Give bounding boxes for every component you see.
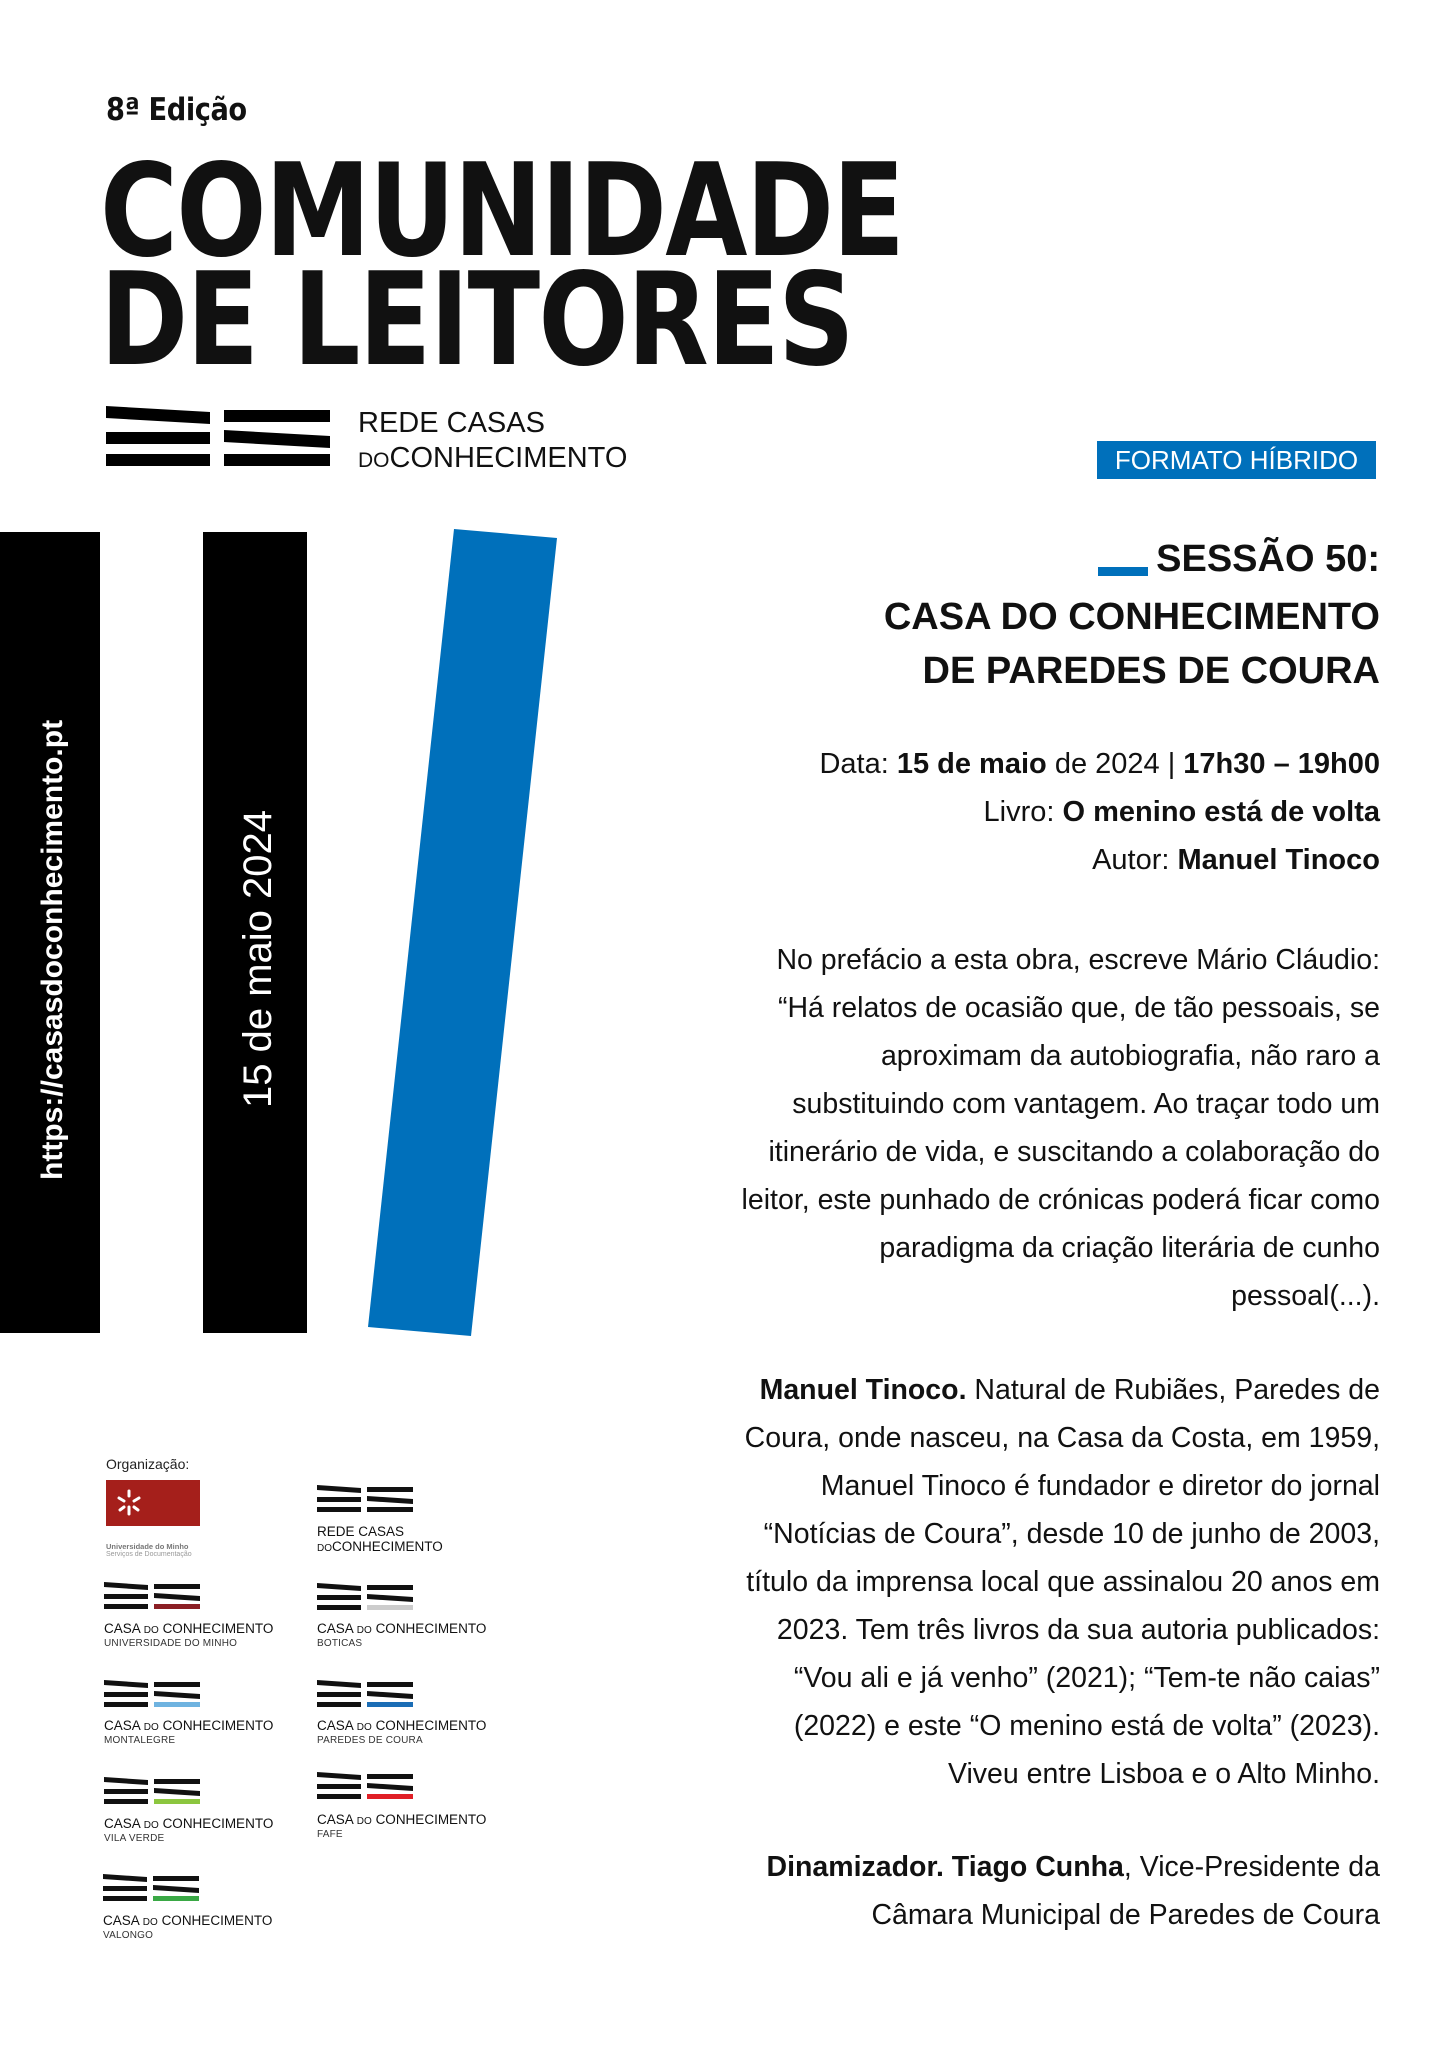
website-url-link[interactable]: https://casasdoconhecimento.pt — [36, 719, 69, 1180]
casa-montalegre-location: MONTALEGRE — [104, 1735, 176, 1746]
uminho-name: Universidade do Minho — [106, 1542, 189, 1551]
organization-label: Organização: — [106, 1456, 190, 1472]
casa-paredes-coura-name: CASA DO CONHECIMENTO — [317, 1718, 487, 1733]
session-venue-line1: CASA DO CONHECIMENTO — [883, 596, 1380, 638]
casa-paredes-coura-location: PAREDES DE COURA — [317, 1735, 423, 1746]
event-details — [819, 740, 1380, 884]
casa-uminho-name: CASA DO CONHECIMENTO — [104, 1621, 274, 1636]
casa-montalegre-name: CASA DO CONHECIMENTO — [104, 1718, 274, 1733]
rede-casas-logo-icon — [106, 404, 330, 468]
casa-valongo-location: VALONGO — [103, 1930, 154, 1941]
casa-uminho-logo-icon — [104, 1582, 200, 1612]
casa-fafe-logo-icon — [317, 1772, 413, 1802]
bio-name: Manuel Tinoco. — [759, 1374, 967, 1406]
edition-label: 8ª Edição — [106, 92, 247, 128]
uminho-emblem-icon — [106, 1480, 200, 1526]
session-venue-line2: DE PAREDES DE COURA — [922, 650, 1380, 692]
casa-uminho-location: UNIVERSIDADE DO MINHO — [104, 1638, 238, 1649]
vertical-date: 15 de maio 2024 — [236, 809, 280, 1108]
casa-paredes-coura-logo-icon — [317, 1680, 413, 1710]
casa-vila-verde-logo-icon — [104, 1777, 200, 1807]
casa-montalegre-logo-icon — [104, 1680, 200, 1710]
casa-fafe-name: CASA DO CONHECIMENTO — [317, 1812, 487, 1827]
date-line: Data: 15 de maio de 2024 | 17h30 – 19h00 — [819, 748, 1380, 780]
casa-valongo-name: CASA DO CONHECIMENTO — [103, 1913, 273, 1928]
casa-vila-verde-location: VILA VERDE — [104, 1833, 165, 1844]
title-line-1: COMUNIDADE — [100, 137, 904, 286]
author-line: Autor: Manuel Tinoco — [1092, 844, 1380, 876]
session-venue — [884, 590, 1380, 698]
casa-boticas-logo-icon — [317, 1583, 413, 1613]
moderator-paragraph: Dinamizador. Tiago Cunha, Vice-Presidente da Câmara Municipal de Paredes de Coura — [766, 1851, 1380, 1931]
uminho-subtitle: Serviços de Documentação — [106, 1551, 192, 1558]
uminho-logo — [106, 1480, 200, 1526]
casa-valongo-logo-icon — [103, 1874, 199, 1904]
session-title: SESSÃO 50: — [1156, 538, 1380, 580]
casa-boticas-location: BOTICAS — [317, 1638, 363, 1649]
book-line: Livro: O menino está de volta — [983, 796, 1380, 828]
author-bio-paragraph: Manuel Tinoco. Natural de Rubiães, Paredes de Coura, onde nasceu, na Casa da Costa, em 1959, Manuel Tinoco é fundador e diretor do jornal “Notícias de Coura”, desde 10 de junho de 2003, título da imprensa local que assinalou 20 anos em 2023. Tem três livros da sua autoria publicados: “Vou ali e já venho” (2021); “Tem-te não caias” (2022) e este “O menino está de volta” (2023). Viveu entre Lisboa e o Alto Minho. — [744, 1374, 1380, 1790]
casa-boticas-name: CASA DO CONHECIMENTO — [317, 1621, 487, 1636]
rede-casas-logo-text — [358, 406, 627, 478]
casa-fafe-location: FAFE — [317, 1829, 343, 1840]
title-line-2: DE LEITORES — [100, 246, 853, 395]
rede-casas-line2: DOCONHECIMENTO — [358, 442, 628, 474]
moderator-name: Dinamizador. Tiago Cunha — [766, 1851, 1124, 1883]
rede-casas-line1: REDE CASAS — [358, 407, 545, 439]
format-badge: FORMATO HÍBRIDO — [1097, 441, 1376, 479]
preface-paragraph: No prefácio a esta obra, escreve Mário Cláudio: “Há relatos de ocasião que, de tão pessoais, se aproximam da autobiografia, não raro a substituindo com vantagem. Ao traçar todo um itinerário de vida, e suscitando a colaboração do leitor, este punhado de crónicas poderá ficar como paradigma da criação literária de cunho pessoal(...). — [741, 944, 1380, 1312]
casa-vila-verde-name: CASA DO CONHECIMENTO — [104, 1816, 274, 1831]
rede-casas-mini-text: REDE CASAS DOCONHECIMENTO — [317, 1524, 443, 1554]
rede-casas-mini-logo-icon — [317, 1485, 413, 1515]
session-accent-dash — [1098, 567, 1148, 576]
